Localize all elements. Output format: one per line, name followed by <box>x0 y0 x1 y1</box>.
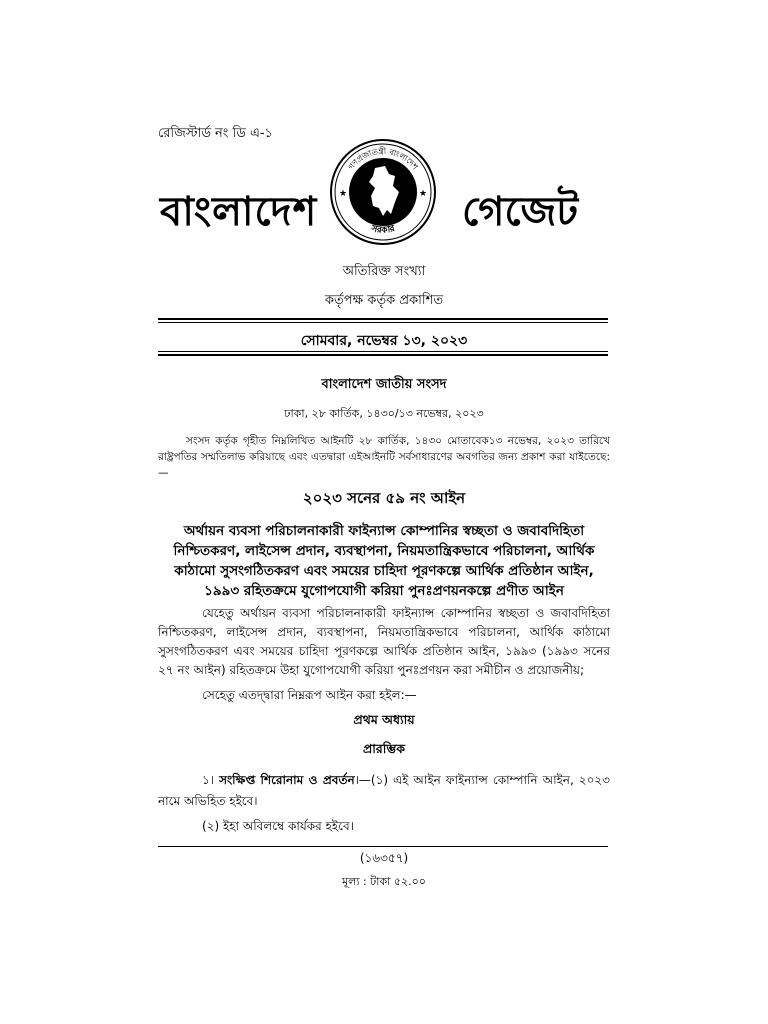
svg-text:★: ★ <box>339 189 348 199</box>
law-long-title: অর্থায়ন ব্যবসা পরিচালনাকারী ফাইন্যান্স কোম্পানির স্বচ্ছতা ও জবাবদিহিতা নিশ্চিতকরণ, লাইসেন্স প্রদান, ব্যবস্থাপনা, নিয়মতান্ত্রিকভাবে পরিচালনা, আর্থিক কাঠামো সুসংগঠিতকরণ এবং সময়ের চাহিদা পূরণকল্পে আর্থিক প্রতিষ্ঠান আইন, ১৯৯৩ রহিতক্রমে যুগোপযোগী করিয়া পুনঃপ্রণয়নকল্পে প্রণীত আইন <box>173 523 595 599</box>
header-rule-top-thin <box>158 322 608 323</box>
seal-top-text: গণপ্রজাতন্ত্রী বাংলাদেশ <box>346 146 420 172</box>
page-number: (১৬৩৫৭) <box>359 851 409 865</box>
section-heading: সংক্ষিপ্ত শিরোনাম ও প্রবর্তন <box>219 773 355 787</box>
header-rule-bottom <box>158 354 608 356</box>
header-rule-top <box>158 318 608 320</box>
preamble-paragraph: যেহেতু অর্থায়ন ব্যবসা পরিচালনাকারী ফাইন্যান্স কোম্পানির স্বচ্ছতা ও জবাবদিহিতা নিশ্চিতকরণ, লাইসেন্স প্রদান, ব্যবস্থাপনা, নিয়মতান্ত্রিকভাবে পরিচালনা, আর্থিক কাঠামো সুসংগঠিতকরণ এবং সময়ের চাহিদা পূরণকল্পে আর্থিক প্রতিষ্ঠান আইন, ১৯৯৩ (১৯৯৩ সনের ২৭ নং আইন) রহিতক্রমে উহা যুগোপযোগী করিয়া পুনঃপ্রণয়ন করা সমীচীন ও প্রয়োজনীয়; <box>158 606 610 677</box>
seal-bottom-text: সরকার <box>369 223 397 236</box>
published-by-label: কর্তৃপক্ষ কর্তৃক প্রকাশিত <box>324 293 444 308</box>
issue-date: সোমবার, নভেম্বর ১৩, ২০২৩ <box>300 333 468 349</box>
dhaka-date-line: ঢাকা, ২৮ কার্তিক, ১৪৩০/১৩ নভেম্বর, ২০২৩ <box>284 407 484 420</box>
masthead-title-right: গেজেট <box>462 189 579 235</box>
registered-number: রেজিস্টার্ড নং ডি এ-১ <box>158 126 273 141</box>
law-number: ২০২৩ সনের ৫৯ নং আইন <box>302 489 466 507</box>
government-seal-icon <box>325 130 441 252</box>
intro-paragraph: সংসদ কর্তৃক গৃহীত নিম্নলিখিত আইনটি ২৮ কার্তিক, ১৪৩০ মোতাবেক১৩ নভেম্বর, ২০২৩ তারিখে রাষ্ট্রপতির সম্মতিলাভ করিয়াছে এবং এতদ্বারা এইআইনটি সর্বসাধারণের অবগতির জন্য প্রকাশ করা যাইতেছে:— <box>158 435 610 479</box>
price-label: মূল্য : টাকা ৫২.০০ <box>342 875 426 888</box>
parliament-heading: বাংলাদেশ জাতীয় সংসদ <box>321 377 447 392</box>
section-1-subsection-2: (২) ইহা অবিলম্বে কার্যকর হইবে। <box>202 819 354 833</box>
svg-text:★: ★ <box>419 189 428 199</box>
enacting-clause: সেহেতু এতদ্দ্বারা নিম্নরূপ আইন করা হইল:— <box>202 688 417 702</box>
section-text: ।—(১) এই আইন ফাইন্যান্স কোম্পানি আইন, ২০২৩ নামে অভিহিত হইবে। <box>158 773 610 808</box>
section-1-paragraph <box>158 770 610 812</box>
footer-rule <box>158 846 608 847</box>
section-number: ১। <box>202 773 215 787</box>
chapter-heading: প্রথম অধ্যায় <box>353 712 415 727</box>
chapter-title: প্রারম্ভিক <box>362 741 406 756</box>
masthead-title-left: বাংলাদেশ <box>160 189 318 235</box>
header-rule-bottom-thin <box>158 351 608 352</box>
extra-issue-label: অতিরিক্ত সংখ্যা <box>342 264 426 279</box>
